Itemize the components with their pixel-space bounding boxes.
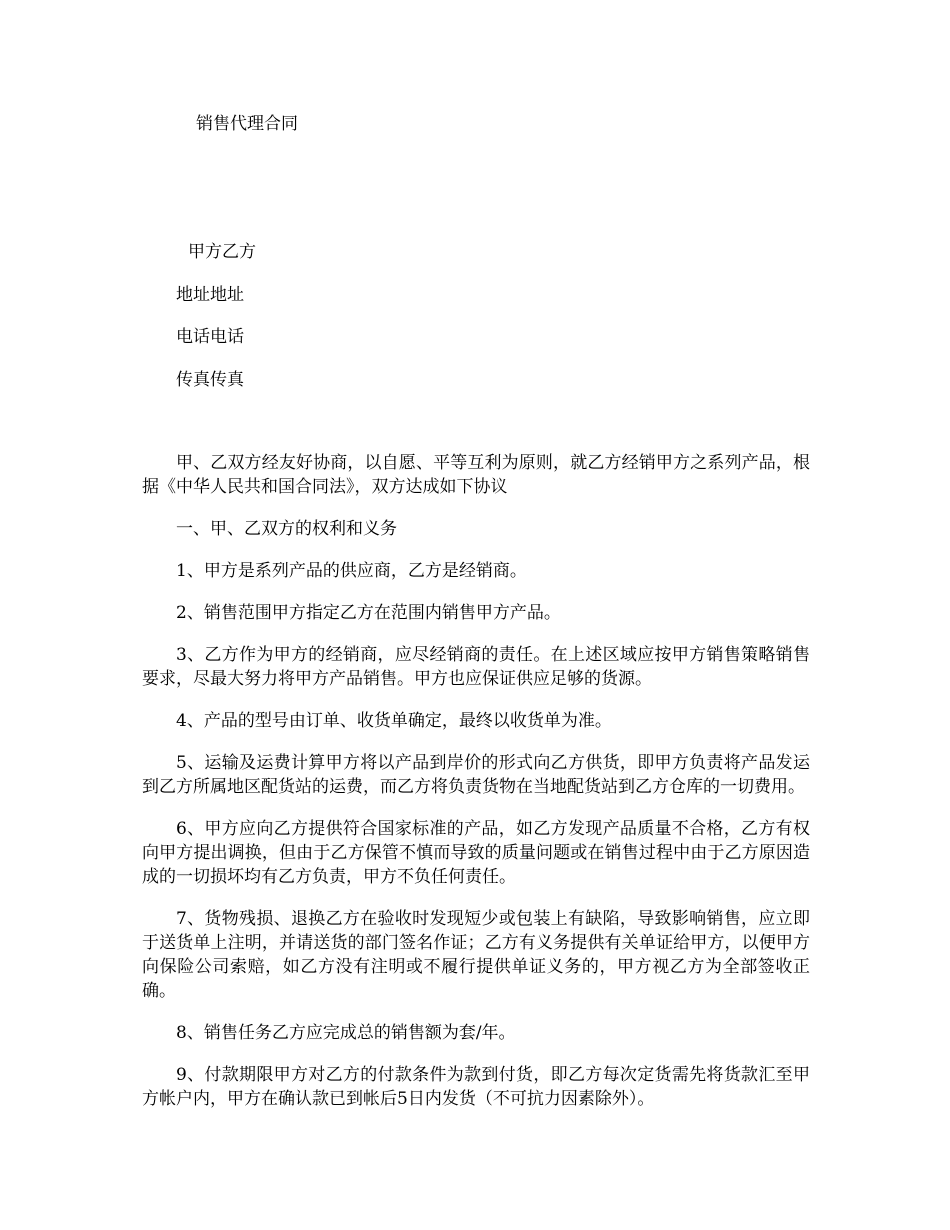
contract-body — [142, 451, 810, 1129]
clause-8: 8、销售任务乙方应完成总的销售额为套/年。 — [176, 1023, 516, 1043]
clause-2: 2、销售范围甲方指定乙方在范围内销售甲方产品。 — [176, 603, 561, 623]
section-heading: 一、甲、乙双方的权利和义务 — [176, 519, 397, 539]
clause-1: 1、甲方是系列产品的供应商，乙方是经销商。 — [176, 561, 527, 581]
party-fax: 传真传真 — [176, 370, 244, 390]
clause-7: 7、货物残损、退换乙方在验收时发现短少或包装上有缺陷，导致影响销售，应立即于送货单上注明，并请送货的部门签名作证；乙方有义务提供有关单证给甲方，以便甲方向保险公司索赔，如乙方没有注明或不履行提供单证义务的，甲方视乙方为全部签收正确。 — [142, 909, 810, 1001]
clause-3: 3、乙方作为甲方的经销商，应尽经销商的责任。在上述区域应按甲方销售策略销售要求，尽最大努力将甲方产品销售。甲方也应保证供应足够的货源。 — [142, 645, 810, 689]
clause-4: 4、产品的型号由订单、收货单确定，最终以收货单为准。 — [176, 711, 612, 731]
intro-paragraph: 甲、乙双方经友好协商，以自愿、平等互利为原则，就乙方经销甲方之系列产品，根据《中华人民共和国合同法》，双方达成如下协议 — [142, 453, 810, 497]
party-address: 地址地址 — [176, 285, 244, 305]
clause-9: 9、付款期限甲方对乙方的付款条件为款到付货，即乙方每次定货需先将货款汇至甲方帐户内，甲方在确认款已到帐后5日内发货（不可抗力因素除外）。 — [142, 1065, 810, 1109]
document-title: 销售代理合同 — [196, 114, 298, 134]
clause-5: 5、运输及运费计算甲方将以产品到岸价的形式向乙方供货，即甲方负责将产品发运到乙方所属地区配货站的运费，而乙方将负责货物在当地配货站到乙方仓库的一切费用。 — [142, 753, 810, 797]
party-phone: 电话电话 — [176, 327, 244, 347]
clause-6: 6、甲方应向乙方提供符合国家标准的产品，如乙方发现产品质量不合格，乙方有权向甲方提出调换，但由于乙方保管不慎而导致的质量问题或在销售过程中由于乙方原因造成的一切损坏均有乙方负责，甲方不负任何责任。 — [142, 819, 810, 887]
party-header: 甲方乙方 — [188, 242, 256, 262]
